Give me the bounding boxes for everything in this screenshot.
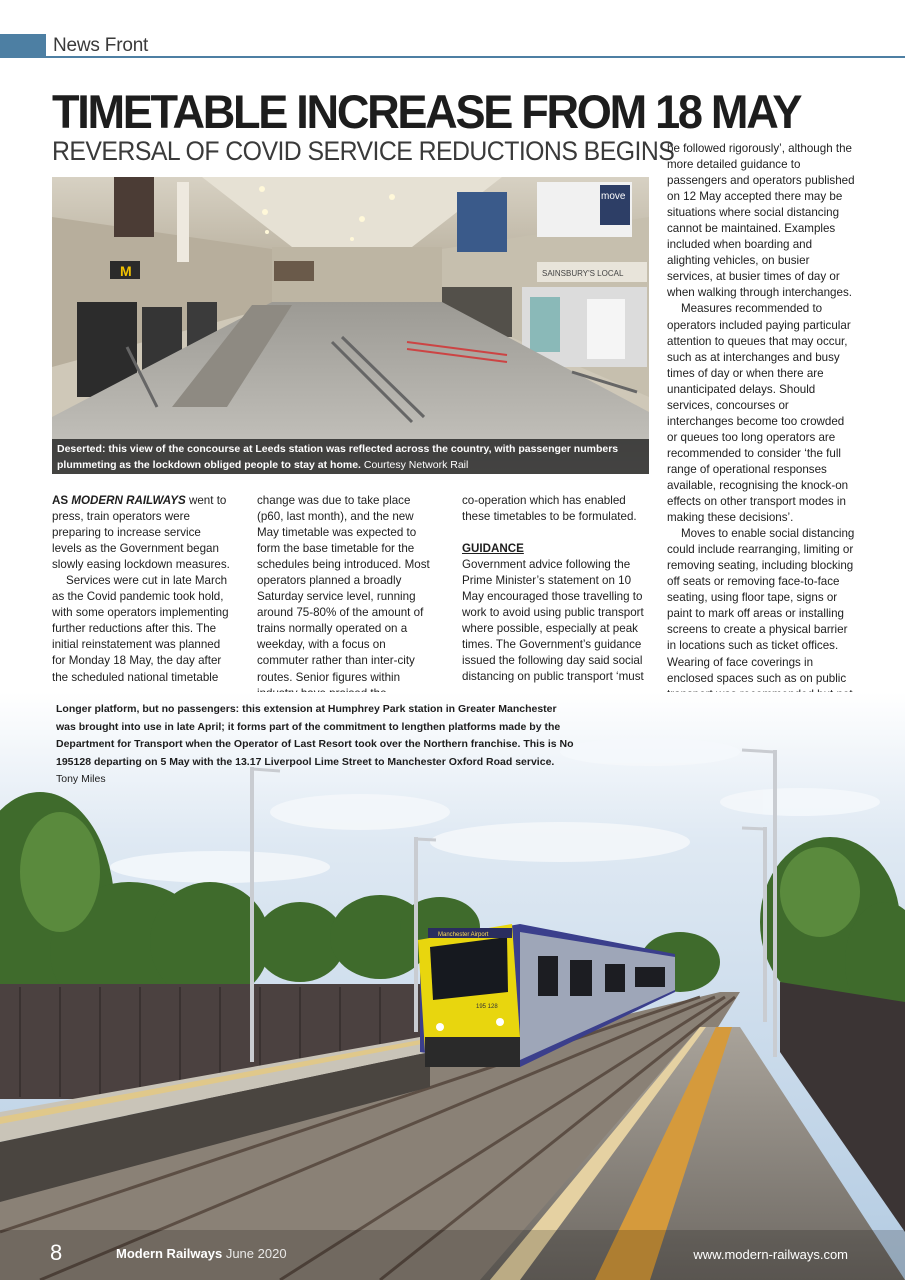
body-paragraph: Measures recommended to operators included paying particular attention to queues that may occur, such as at interchanges and busy times of day or when there are unanticipated delays. Should services, concourses or interchanges become too crowded or queues too long operators are recommended to consider ‘the full range of operational responses available, recognising the knock-on effects on other transport modes in making these decisions’.: [667, 302, 851, 525]
fastfood-logo: M: [120, 263, 132, 279]
guidance-heading: GUIDANCE: [462, 542, 524, 556]
section-label: News Front: [53, 35, 149, 56]
article-column-2: [257, 493, 437, 702]
body-paragraph: change was due to take place (p60, last month), and the new May timetable was expected to form the base timetable for the schedules being introduced. Most operators planned a broadly Saturday service level, running around 75-80% of the amount of trains normally operated on a weekday, with a focus on commuter rather than inter-city routes. Senior figures within: [257, 494, 430, 684]
section-header: [0, 34, 905, 58]
train-destination: Manchester Airport: [438, 932, 489, 938]
footer-magazine-title: Modern Railways: [116, 1246, 223, 1261]
body-paragraph: Services were cut in late March as the Covid pandemic took hold, with some operators implementing further reductions after this. The initial reinstatement was planned for Monday 18 May, the day after the scheduled national timetable: [52, 574, 229, 684]
lead-prefix: AS: [52, 494, 72, 507]
lead-paragraph: [52, 493, 232, 573]
body-paragraph: co-operation which has enabled these timetables to be formulated.: [462, 494, 637, 524]
concourse-credit: Courtesy Network Rail: [363, 459, 469, 471]
body-paragraph: be followed rigorously’, although the more detailed guidance to passengers and operators published on 12 May accepted there may be situations where social distancing cannot be maintained. Examples included when boarding and alighting vehicles, on busier services, at busier times of day or when walking through interchanges.: [667, 142, 855, 300]
concourse-illustration: [52, 177, 649, 474]
subhead: REVERSAL OF COVID SERVICE REDUCTIONS BEGINS: [52, 136, 675, 166]
platform-caption: [56, 701, 576, 789]
train-number: 195 128: [476, 1004, 498, 1010]
page-number: 8: [50, 1240, 63, 1265]
lead-text: went to press, train operators were preparing to increase service levels as the Government began slowly easing lockdown measures.: [52, 494, 230, 572]
concourse-caption-text: Deserted: this view of the concourse at Leeds station was reflected across the country, with passenger numbers plummeting as the lockdown obliged people to stay at home.: [57, 443, 619, 471]
headline: TIMETABLE INCREASE FROM 18 MAY: [52, 85, 801, 138]
magazine-name: MODERN RAILWAYS: [71, 494, 186, 507]
footer-url[interactable]: www.modern-railways.com: [693, 1247, 848, 1262]
concourse-caption: [52, 439, 649, 474]
footer-magazine: [116, 1246, 287, 1261]
article-column-4: [667, 141, 855, 703]
shop-sign: SAINSBURY'S LOCAL: [542, 269, 624, 278]
header-rule: [46, 56, 905, 58]
footer-issue-date: June 2020: [225, 1246, 287, 1261]
platform-caption-text: Longer platform, but no passengers: this extension at Humphrey Park station in Greater Manchester was brought into use in late April; it forms part of the commitment to lengthen platforms made by the Department for Transport when the Operator of Last Resort took over the Northern franchise. This is No 195128 departing on 5 May with the 13.17 Liverpool Lime Street to Manchester Oxford Road service.: [56, 703, 574, 768]
body-paragraph: Moves to enable social distancing could include rearranging, limiting or removing seating, including blocking off seats or removing face-to-face seating, using floor tape, signs or paint to mark off areas or installing screens to create a physical barrier in locations such as ticket offices. Wearing of face coverings in enclosed spaces such as on public: [667, 527, 855, 685]
poster-text: move: [601, 191, 626, 202]
body-paragraph: Government advice following the Prime Minister’s statement on 10 May encouraged those travelling to work to avoid using public transport where possible, especially at peak times. The Government’s guidance issued the following day said social distancing on public transport ‘must: [462, 558, 644, 684]
article-column-1: [52, 493, 232, 686]
article-column-3: [462, 493, 644, 686]
platform-credit: Tony Miles: [56, 773, 106, 785]
concourse-photo: [52, 177, 649, 474]
section-tab: [0, 34, 46, 58]
